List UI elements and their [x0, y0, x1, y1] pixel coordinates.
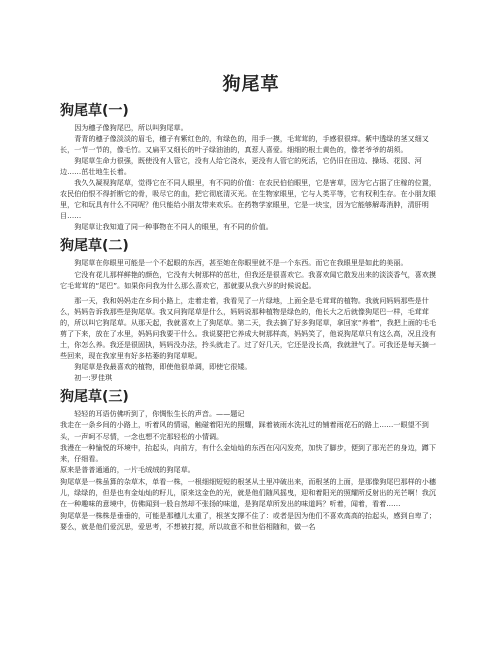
section-3	[60, 386, 442, 532]
author-line: 初一:罗佳琪	[74, 372, 113, 382]
paragraph: 我走在一条乡间的小路上，听着风的情谣，触碰着阳光的照耀，踩着被雨水洗礼过的铺着雨花石的路上……一眼望不到头，一声呵不尽情，一念也想不完那轻松的小情调。	[60, 420, 429, 441]
paragraph: 我久久凝视狗尾草，觉得它在不同人眼里，有不同的价值：在农民伯伯眼里，它是害草，因为它占据了庄稼的位置，农民伯伯恨不得折断它的骨，吸尽它的血，把它彻底清灭光。在生物家眼里，它与人类平等，它有权利生存。在小朋友眼里，它和玩具有什么不同呢？他只能给小朋友带来欢乐。在药物学家眼里，它是一块宝，因为它能够解毒消肿，清肝明目……	[60, 178, 436, 221]
section-heading: 狗尾草(三)	[60, 388, 129, 405]
paragraph: 狗尾草是我最喜欢的植物，即使他很单调，即使它很矮。	[74, 361, 252, 371]
paragraph: 我漫在一种愉悦的环境中，抬起头，向前方，有什么金灿灿的东西在闪闪发亮，加快了脚步，便到了那光芒的身边，蹲下来，仔细看。	[60, 442, 436, 464]
section-heading: 狗尾草(一)	[60, 103, 129, 119]
paragraph: 狗尾草让我知道了同一种事物在不同人的眼里，有不同的价值。	[74, 222, 273, 232]
paragraph: 因为穗子像狗尾巴，所以叫狗尾草。	[74, 123, 188, 132]
paragraph: 它没有花儿那样鲜艳的颜色，它没有大树那样的茁壮，但我还是很喜欢它。我喜欢闻它散发出来的淡淡香气，喜欢摸它毛茸茸的“尾巴”。如果你问我为什么那么喜欢它，那就要从我六岁的时候说起。	[60, 269, 436, 290]
paragraph: 狗尾草是一株虽算的杂草木，单看一株，一根细细短短的根茎从土里冲破出来，而根茎的上面，是那像狗尾巴那样的小穗儿，绿绿的，但是也有金灿灿的籽儿，原来这金色的光，就是他们随风摇曳，迎和着阳光的照耀所反射出的光芒啊！我沉在一种趣味的意境中，仿佛闻到一股自然却不张扬的味道，是狗尾草所发出的味道吗？听着，闻着，看着……	[60, 476, 436, 509]
paragraph: 狗尾草生命力很强，既使没有人管它，没有人给它浇水，更没有人管它的死活，它仍旧在田边、操场、花园、河边……茁壮地生长着。	[60, 156, 422, 177]
paragraph: 狗尾草是一株株是垂垂的，可能是那穗儿太重了，根茎支撑不住了：或者是因为他们不喜欢高高的抬起头，感到自卑了；要么，就是他们爱沉思，爱思考，不想被打搅，所以故意不和世俗相随和，做一名	[60, 510, 436, 531]
paragraph: 原来是普普通通的，一片毛绒绒的狗尾草。	[60, 465, 195, 475]
paragraph: 狗尾草在你眼里可能是一个不起眼的东西，甚至她在你眼里就不是一个东西。而它在我眼里是如此的美丽。	[74, 258, 408, 268]
paragraph: 青青的穗子像淡淡的眉毛，穗子有紫红色的，有绿色的，用手一摸，毛茸茸的，手感很很痒。紫中透绿的茎又细又长，一节一节的，像毛竹。又扁平又细长的叶子绿油油的，真惹人喜爱。细细的根土黄色的，像老爷爷的胡须。	[60, 134, 429, 155]
section-heading: 狗尾草(二)	[60, 238, 129, 255]
epigraph: 轻轻的耳语仿佛听到了，你惆怅生长的声音。——题记	[74, 408, 245, 418]
document-title: 狗尾草	[222, 74, 280, 95]
section-1	[60, 100, 442, 232]
paragraph: 那一天，我和妈妈走在乡间小路上，走着走着，我看见了一片绿地，上面全是毛茸茸的植物。我就问妈妈那些是什么，妈妈告诉我那些是狗尾草。我又问狗尾草是什么，妈妈说那种植物是绿色的，他长大之后就像狗尾巴一样，毛茸茸的，所以叫它狗尾草。从那天起，我就喜欢上了狗尾草。第二天，我去摘了好多狗尾草，拿回家“养着”，我把上面的毛毛剪了下来，放在了水里，妈妈问我要干什么。我说要把它养成大树那样高，妈妈笑了，他说狗尾草只有这么高，况且没有土，你怎么养。我还是很固执，妈妈没办法，拎头就走了。过了好几天，它还是没长高，我就泄气了。可我还是每天摘一些回来，现在我家里有好多枯萎的狗尾草呢。	[60, 295, 437, 360]
section-2	[60, 235, 442, 383]
